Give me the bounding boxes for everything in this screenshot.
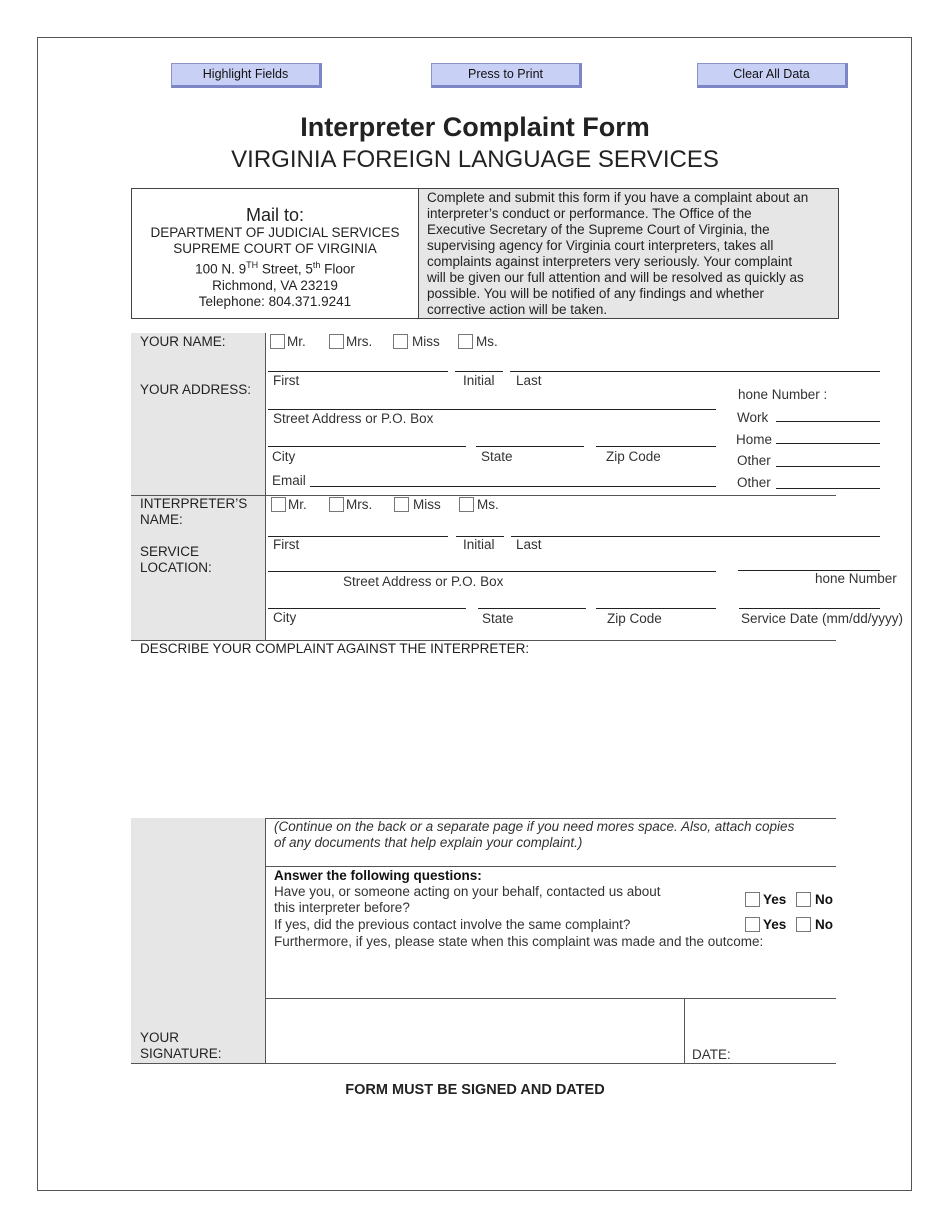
other-phone-label-1: Other <box>737 453 771 468</box>
interp-miss-checkbox[interactable] <box>394 497 409 512</box>
state-caption: State <box>482 611 514 626</box>
mail-court: SUPREME COURT OF VIRGINIA <box>173 241 377 256</box>
your-miss-checkbox[interactable] <box>393 334 408 349</box>
intro-line: Complete and submit this form if you have a complaint about an <box>427 190 809 205</box>
first-caption: First <box>273 537 300 552</box>
page-subtitle: VIRGINIA FOREIGN LANGUAGE SERVICES <box>231 146 719 173</box>
your-mrs-checkbox[interactable] <box>329 334 344 349</box>
home-phone-label: Home <box>736 432 773 447</box>
q1-no-checkbox[interactable] <box>796 892 811 907</box>
service-location-label-2: LOCATION: <box>140 560 212 575</box>
phone-number-caption: hone Number <box>815 571 897 586</box>
service-location-label-1: SERVICE <box>140 544 200 559</box>
signature-label-1: YOUR <box>140 1030 180 1045</box>
service-street-field[interactable] <box>268 571 716 572</box>
interp-miss-label: Miss <box>413 497 441 512</box>
date-divider <box>684 998 685 1064</box>
q1-yes-checkbox[interactable] <box>745 892 760 907</box>
question-3: Furthermore, if yes, please state when this complaint was made and the outcome: <box>274 934 764 949</box>
q2-no-checkbox[interactable] <box>796 917 811 932</box>
state-caption: State <box>481 449 513 464</box>
your-zip-field[interactable] <box>596 446 716 447</box>
last-caption: Last <box>516 373 542 388</box>
your-email-field[interactable] <box>310 486 716 487</box>
your-ms-label: Ms. <box>476 334 498 349</box>
mail-to-box <box>131 188 419 319</box>
q1-yes-label: Yes <box>763 892 787 907</box>
service-zip-field[interactable] <box>596 608 716 609</box>
work-phone-label: Work <box>737 410 769 425</box>
zip-caption: Zip Code <box>607 611 662 626</box>
highlight-fields-button[interactable]: Highlight Fields <box>171 63 322 88</box>
section-divider <box>265 998 836 999</box>
label-column-bottom <box>131 818 265 1064</box>
your-street-field[interactable] <box>268 409 716 410</box>
interpreter-name-label-2: NAME: <box>140 512 183 527</box>
continue-note-1: (Continue on the back or a separate page if you need mores space. Also, attach copies <box>274 819 795 834</box>
your-mr-checkbox[interactable] <box>270 334 285 349</box>
continue-note-2: of any documents that help explain your complaint.) <box>274 835 583 850</box>
intro-line: will be given our full attention and will be resolved as quickly as <box>427 270 804 285</box>
date-label: DATE: <box>692 1047 731 1062</box>
zip-caption: Zip Code <box>606 449 661 464</box>
page-title: Interpreter Complaint Form <box>300 112 650 142</box>
service-city-field[interactable] <box>268 608 466 609</box>
street-caption: Street Address or P.O. Box <box>343 574 504 589</box>
questions-heading: Answer the following questions: <box>274 868 482 883</box>
interp-ms-label: Ms. <box>477 497 499 512</box>
mail-dept: DEPARTMENT OF JUDICIAL SERVICES <box>150 225 400 240</box>
your-miss-label: Miss <box>412 334 440 349</box>
your-first-name-field[interactable] <box>268 371 448 372</box>
your-city-field[interactable] <box>268 446 466 447</box>
your-initial-field[interactable] <box>455 371 503 372</box>
label-divider <box>265 333 266 641</box>
mail-phone: Telephone: 804.371.9241 <box>198 293 352 309</box>
instructions-box <box>419 188 839 319</box>
your-ms-checkbox[interactable] <box>458 334 473 349</box>
city-caption: City <box>273 610 297 625</box>
service-date-field[interactable] <box>739 608 880 609</box>
label-column-top <box>131 333 265 641</box>
service-state-field[interactable] <box>478 608 586 609</box>
mail-address: 100 N. 9TH Street, 5th Floor <box>195 260 355 277</box>
your-last-name-field[interactable] <box>510 371 880 372</box>
intro-line: interpreter’s conduct or performance. The Office of the <box>427 206 752 221</box>
q2-yes-checkbox[interactable] <box>745 917 760 932</box>
interp-mr-checkbox[interactable] <box>271 497 286 512</box>
your-mrs-label: Mrs. <box>346 334 373 349</box>
interp-mrs-checkbox[interactable] <box>329 497 344 512</box>
interp-ms-checkbox[interactable] <box>459 497 474 512</box>
complaint-label: DESCRIBE YOUR COMPLAINT AGAINST THE INTERPRETER: <box>140 641 530 656</box>
section-divider <box>265 866 836 867</box>
your-state-field[interactable] <box>476 446 584 447</box>
date-field[interactable] <box>736 1040 832 1062</box>
signature-field[interactable] <box>270 1002 680 1060</box>
question-2: If yes, did the previous contact involve the same complaint? <box>274 917 631 932</box>
initial-caption: Initial <box>463 373 495 388</box>
outcome-textarea[interactable] <box>270 952 830 994</box>
first-caption: First <box>273 373 300 388</box>
home-phone-field[interactable] <box>776 443 880 444</box>
intro-line: corrective action will be taken. <box>427 302 608 317</box>
section-divider <box>131 1063 836 1064</box>
interp-mrs-label: Mrs. <box>346 497 373 512</box>
email-caption: Email <box>272 473 306 488</box>
intro-line: possible. You will be notified of any findings and whether <box>427 286 764 301</box>
work-phone-field[interactable] <box>776 421 880 422</box>
your-mr-label: Mr. <box>287 334 306 349</box>
mail-city: Richmond, VA 23219 <box>212 277 338 293</box>
initial-caption: Initial <box>463 537 495 552</box>
label-divider <box>265 818 266 1064</box>
other-phone-label-2: Other <box>737 475 771 490</box>
question-1a: Have you, or someone acting on your behalf, contacted us about <box>274 884 661 899</box>
question-1b: this interpreter before? <box>274 900 410 915</box>
interp-last-name-field[interactable] <box>511 536 880 537</box>
interpreter-name-label-1: INTERPRETER’S <box>140 496 248 511</box>
q2-no-label: No <box>815 917 833 932</box>
mail-to-heading: Mail to: <box>245 205 305 225</box>
print-button[interactable]: Press to Print <box>431 63 582 88</box>
city-caption: City <box>272 449 296 464</box>
intro-line: Executive Secretary of the Supreme Court of Virginia, the <box>427 222 770 237</box>
your-name-label: YOUR NAME: <box>140 334 226 349</box>
last-caption: Last <box>516 537 542 552</box>
sign-and-date-notice: FORM MUST BE SIGNED AND DATED <box>345 1082 605 1098</box>
complaint-textarea[interactable] <box>131 660 836 815</box>
other-phone-field-1[interactable] <box>776 466 880 467</box>
q1-no-label: No <box>815 892 833 907</box>
interp-mr-label: Mr. <box>288 497 307 512</box>
phone-number-heading: hone Number : <box>738 387 828 402</box>
other-phone-field-2[interactable] <box>776 488 880 489</box>
clear-data-button[interactable]: Clear All Data <box>697 63 848 88</box>
q2-yes-label: Yes <box>763 917 787 932</box>
signature-label-2: SIGNATURE: <box>140 1046 222 1061</box>
service-date-caption: Service Date (mm/dd/yyyy) <box>741 611 904 626</box>
your-address-label: YOUR ADDRESS: <box>140 382 252 397</box>
intro-line: supervising agency for Virginia court interpreters, takes all <box>427 238 774 253</box>
street-caption: Street Address or P.O. Box <box>273 411 434 426</box>
intro-line: complaints against interpreters very seriously. Your complaint <box>427 254 793 269</box>
